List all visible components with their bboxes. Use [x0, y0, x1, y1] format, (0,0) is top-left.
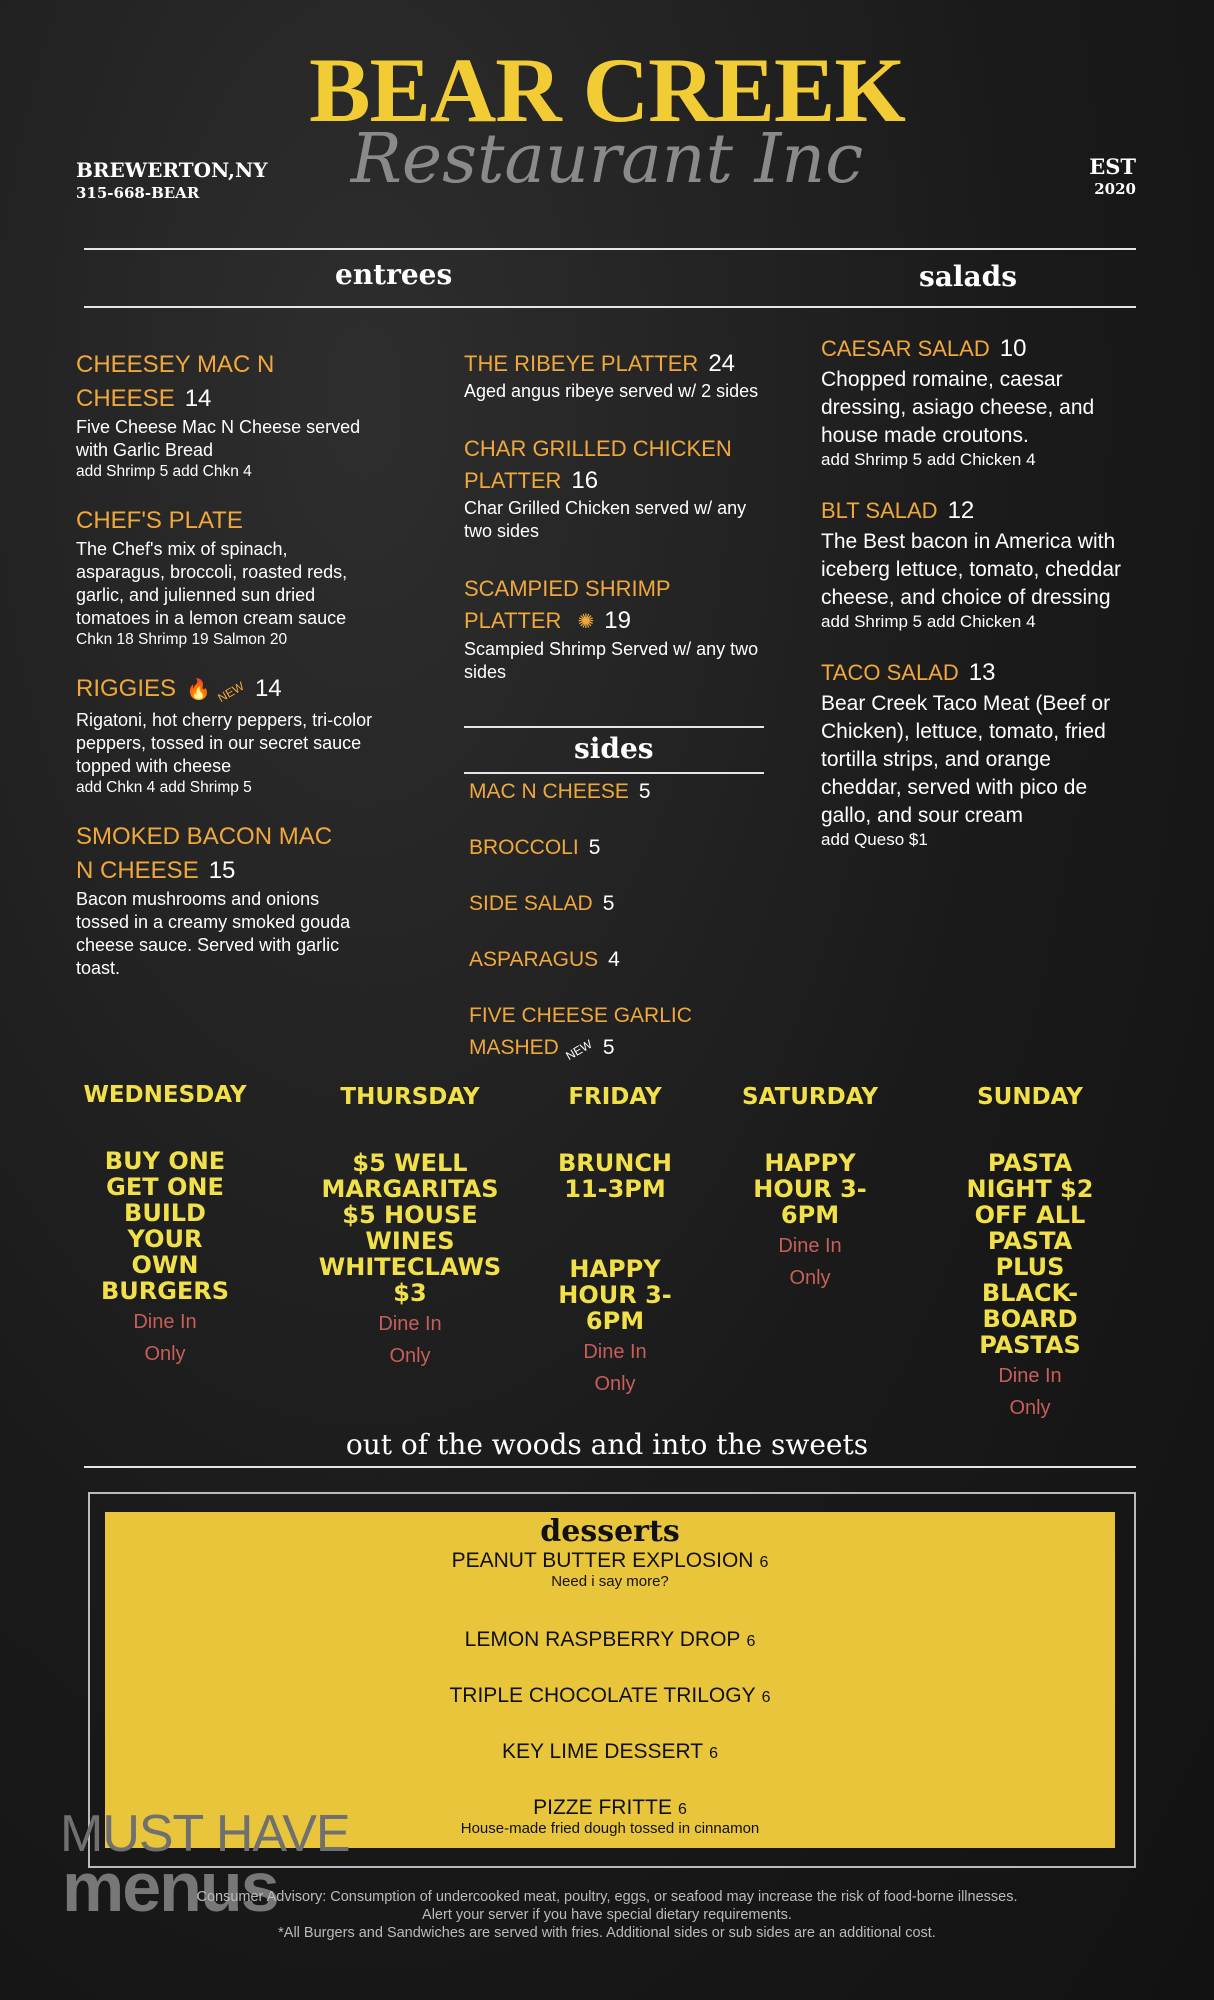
menu-item [464, 573, 764, 684]
special-line: BUILD [124, 1199, 206, 1227]
item-description: Rigatoni, hot cherry peppers, tri-color peppers, tossed in our secret sauce topped with cheese [76, 710, 373, 776]
divider-sides-bottom [464, 772, 764, 774]
divider-sides-top [464, 726, 764, 728]
item-name: RIGGIES [76, 675, 177, 702]
dessert-description: Need i say more? [551, 1573, 669, 1590]
dine-in-note: Only [389, 1345, 431, 1367]
item-addons: add Shrimp 5 add Chkn 4 [76, 463, 252, 480]
dessert-name: LEMON RASPBERRY DROP [464, 1628, 741, 1651]
menu-item [821, 656, 1121, 850]
item-name: CAESAR SALAD [821, 336, 990, 361]
shrimp-icon: ✺ [577, 611, 595, 633]
side-price: 5 [588, 836, 601, 859]
day-name: SUNDAY [977, 1084, 1083, 1110]
sides-advisory: *All Burgers and Sandwiches are served with fries. Additional sides or sub sides are an additional cost. [278, 1925, 936, 1941]
side-item [469, 1000, 769, 1066]
side-name: ASPARAGUS [469, 948, 599, 971]
item-name: CHAR GRILLED CHICKEN PLATTER [464, 436, 732, 493]
watermark-text: MUST HAVE [60, 1805, 350, 1863]
item-description: The Chef's mix of spinach, asparagus, broccoli, roasted reds, garlic, and julienned sun dried tomatoes in a lemon cream sauce [76, 539, 348, 628]
item-name: TACO SALAD [821, 660, 959, 685]
side-item [469, 776, 769, 808]
dine-in-note: Only [144, 1343, 186, 1365]
side-name: MAC N CHEESE [469, 780, 629, 803]
special-line: WHITECLAWS [318, 1253, 502, 1281]
item-description: Scampied Shrimp Served w/ any two sides [464, 639, 759, 682]
special-line: BUY ONE [104, 1147, 226, 1175]
new-badge: NEW [215, 678, 247, 706]
special-line: PASTA [987, 1149, 1073, 1177]
item-description: Bear Creek Taco Meat (Beef or Chicken), lettuce, tomato, fried tortilla strips, and orange cheddar, served with pico de gallo, and sour cream [821, 692, 1111, 827]
desserts-tagline: out of the woods and into the sweets [345, 1428, 869, 1461]
side-item [469, 888, 769, 920]
consumer-advisory: Consumer Advisory: Consumption of undercooked meat, poultry, eggs, or seafood may increase the risk of food-borne illnesses. [196, 1889, 1018, 1905]
item-price: 15 [208, 857, 236, 884]
menu-item [76, 504, 376, 650]
new-badge: NEW [563, 1036, 595, 1064]
special-line: HAPPY [764, 1149, 856, 1177]
special-line: BURGERS [100, 1277, 230, 1305]
item-price: 10 [999, 335, 1027, 362]
side-price: 5 [602, 892, 615, 915]
special-line: HOUR 3- [558, 1281, 672, 1309]
side-name: FIVE CHEESE GARLIC [469, 1004, 692, 1027]
dessert-name: PIZZE FRITTE [533, 1796, 672, 1819]
menu-item [76, 348, 376, 482]
special-thursday [310, 1084, 510, 1374]
day-name: WEDNESDAY [83, 1082, 247, 1108]
item-name: BLT SALAD [821, 498, 938, 523]
special-line: BRUNCH [557, 1149, 673, 1177]
dessert-name: PEANUT BUTTER EXPLOSION [451, 1549, 754, 1572]
menu-item [821, 494, 1121, 632]
item-price: 12 [947, 497, 975, 524]
dine-in-note: Only [789, 1267, 831, 1289]
special-line: $5 WELL [352, 1149, 468, 1177]
dine-in-note: Dine In [133, 1311, 197, 1333]
menu-item [464, 433, 764, 543]
item-name: SCAMPIED SHRIMP PLATTER [464, 576, 671, 633]
divider-top [84, 248, 1136, 250]
special-line: BOARD [982, 1305, 1078, 1333]
special-wednesday [80, 1082, 250, 1372]
item-price: 16 [571, 467, 599, 494]
divider-under-heads [84, 306, 1136, 308]
dessert-description: House-made fried dough tossed in cinnamon [460, 1820, 760, 1837]
item-name: N CHEESE [76, 857, 199, 884]
special-line: WINES [365, 1227, 455, 1255]
side-price: 4 [608, 948, 620, 971]
special-line: HAPPY [569, 1255, 661, 1283]
dine-in-note: Dine In [778, 1235, 842, 1257]
special-line: NIGHT $2 [966, 1175, 1094, 1203]
item-price: 24 [708, 350, 736, 377]
dessert-name: TRIPLE CHOCOLATE TRILOGY [449, 1684, 756, 1707]
est-label: EST [1089, 154, 1136, 179]
special-sunday [950, 1084, 1110, 1426]
item-description: Chopped romaine, caesar dressing, asiago cheese, and house made croutons. [821, 368, 1095, 447]
menu-item [821, 332, 1121, 470]
item-price: 19 [604, 607, 631, 634]
item-addons: add Queso $1 [821, 830, 928, 849]
item-description: Char Grilled Chicken served w/ any two sides [464, 498, 747, 541]
dessert-price: 6 [759, 1554, 769, 1571]
dessert-price: 6 [709, 1745, 719, 1762]
special-line: $5 HOUSE [342, 1201, 478, 1229]
item-description: Bacon mushrooms and onions tossed in a creamy smoked gouda cheese sauce. Served with garlic toast. [76, 889, 351, 978]
special-line: MARGARITAS [321, 1175, 499, 1203]
day-name: THURSDAY [340, 1084, 480, 1110]
special-line: HOUR 3- [753, 1175, 867, 1203]
special-line: PASTAS [979, 1331, 1081, 1359]
item-price: 14 [184, 385, 212, 412]
entrees-mid-column [464, 348, 764, 706]
side-price: 5 [602, 1036, 615, 1059]
dine-in-note: Dine In [378, 1313, 442, 1335]
item-price: 13 [968, 659, 996, 686]
item-description: The Best bacon in America with iceberg lettuce, tomato, cheddar cheese, and choice of dressing [821, 530, 1122, 609]
item-name: THE RIBEYE PLATTER [464, 351, 699, 376]
special-line: BLACK- [981, 1279, 1079, 1307]
item-addons: add Chkn 4 add Shrimp 5 [76, 779, 252, 796]
restaurant-subtitle: Restaurant Inc [350, 120, 864, 199]
sides-list [469, 776, 769, 1066]
divider-desserts [84, 1466, 1136, 1468]
dine-in-note: Only [594, 1373, 636, 1395]
dessert-item [105, 1684, 1115, 1708]
watermark-logo: menus [62, 1848, 278, 1926]
special-line: OWN [131, 1251, 199, 1279]
phone-number: 315-668-BEAR [76, 184, 200, 202]
salads-column [821, 332, 1121, 872]
menu-item [76, 820, 376, 980]
special-friday [540, 1084, 690, 1402]
side-item [469, 832, 769, 864]
section-sides: sides [574, 732, 654, 765]
dessert-item [105, 1740, 1115, 1764]
side-item [469, 944, 769, 976]
side-name: SIDE SALAD [469, 892, 593, 915]
desserts-box [105, 1512, 1115, 1848]
day-name: SATURDAY [741, 1084, 878, 1110]
item-name: CHEESE [76, 385, 175, 412]
item-name: SMOKED BACON MAC [76, 823, 333, 850]
item-price: 14 [254, 675, 282, 702]
location: BREWERTON,NY [76, 158, 268, 182]
section-salads: salads [919, 260, 1018, 293]
side-name: MASHED [469, 1036, 559, 1059]
item-description: Five Cheese Mac N Cheese served with Garlic Bread [76, 417, 361, 460]
menu-item [464, 348, 764, 403]
special-line: PLUS [995, 1253, 1065, 1281]
dietary-advisory: Alert your server if you have special dietary requirements. [422, 1907, 792, 1923]
dessert-name: KEY LIME DESSERT [501, 1740, 704, 1763]
dine-in-note: Dine In [583, 1341, 647, 1363]
dessert-item [105, 1549, 1115, 1573]
dessert-price: 6 [746, 1633, 756, 1650]
special-line: PASTA [987, 1227, 1073, 1255]
desserts-title: desserts [540, 1514, 680, 1549]
dine-in-note: Only [1009, 1397, 1051, 1419]
entrees-left-column [76, 348, 376, 1002]
item-name: CHEF'S PLATE [76, 507, 243, 534]
side-price: 5 [638, 780, 651, 803]
special-line: 6PM [780, 1201, 840, 1229]
special-line: YOUR [127, 1225, 203, 1253]
item-addons: Chkn 18 Shrimp 19 Salmon 20 [76, 631, 288, 648]
special-line: GET ONE [106, 1173, 224, 1201]
item-name: CHEESEY MAC N [76, 351, 275, 378]
dessert-price: 6 [761, 1689, 771, 1706]
special-line: $3 [393, 1279, 427, 1307]
special-saturday [730, 1084, 890, 1296]
item-description: Aged angus ribeye served w/ 2 sides [464, 381, 759, 401]
dessert-item [105, 1628, 1115, 1652]
section-entrees: entrees [335, 258, 453, 291]
special-line: 6PM [585, 1307, 645, 1335]
fire-icon: 🔥 [186, 679, 211, 701]
restaurant-title: BEAR CREEK [309, 39, 905, 141]
item-addons: add Shrimp 5 add Chicken 4 [821, 450, 1036, 469]
day-name: FRIDAY [568, 1084, 662, 1110]
special-line: OFF ALL [974, 1201, 1086, 1229]
menu-item [76, 672, 376, 798]
dine-in-note: Dine In [998, 1365, 1062, 1387]
item-addons: add Shrimp 5 add Chicken 4 [821, 612, 1036, 631]
side-name: BROCCOLI [469, 836, 579, 859]
est-year: 2020 [1094, 180, 1136, 198]
special-line: 11-3PM [564, 1175, 666, 1203]
dessert-price: 6 [677, 1801, 687, 1818]
